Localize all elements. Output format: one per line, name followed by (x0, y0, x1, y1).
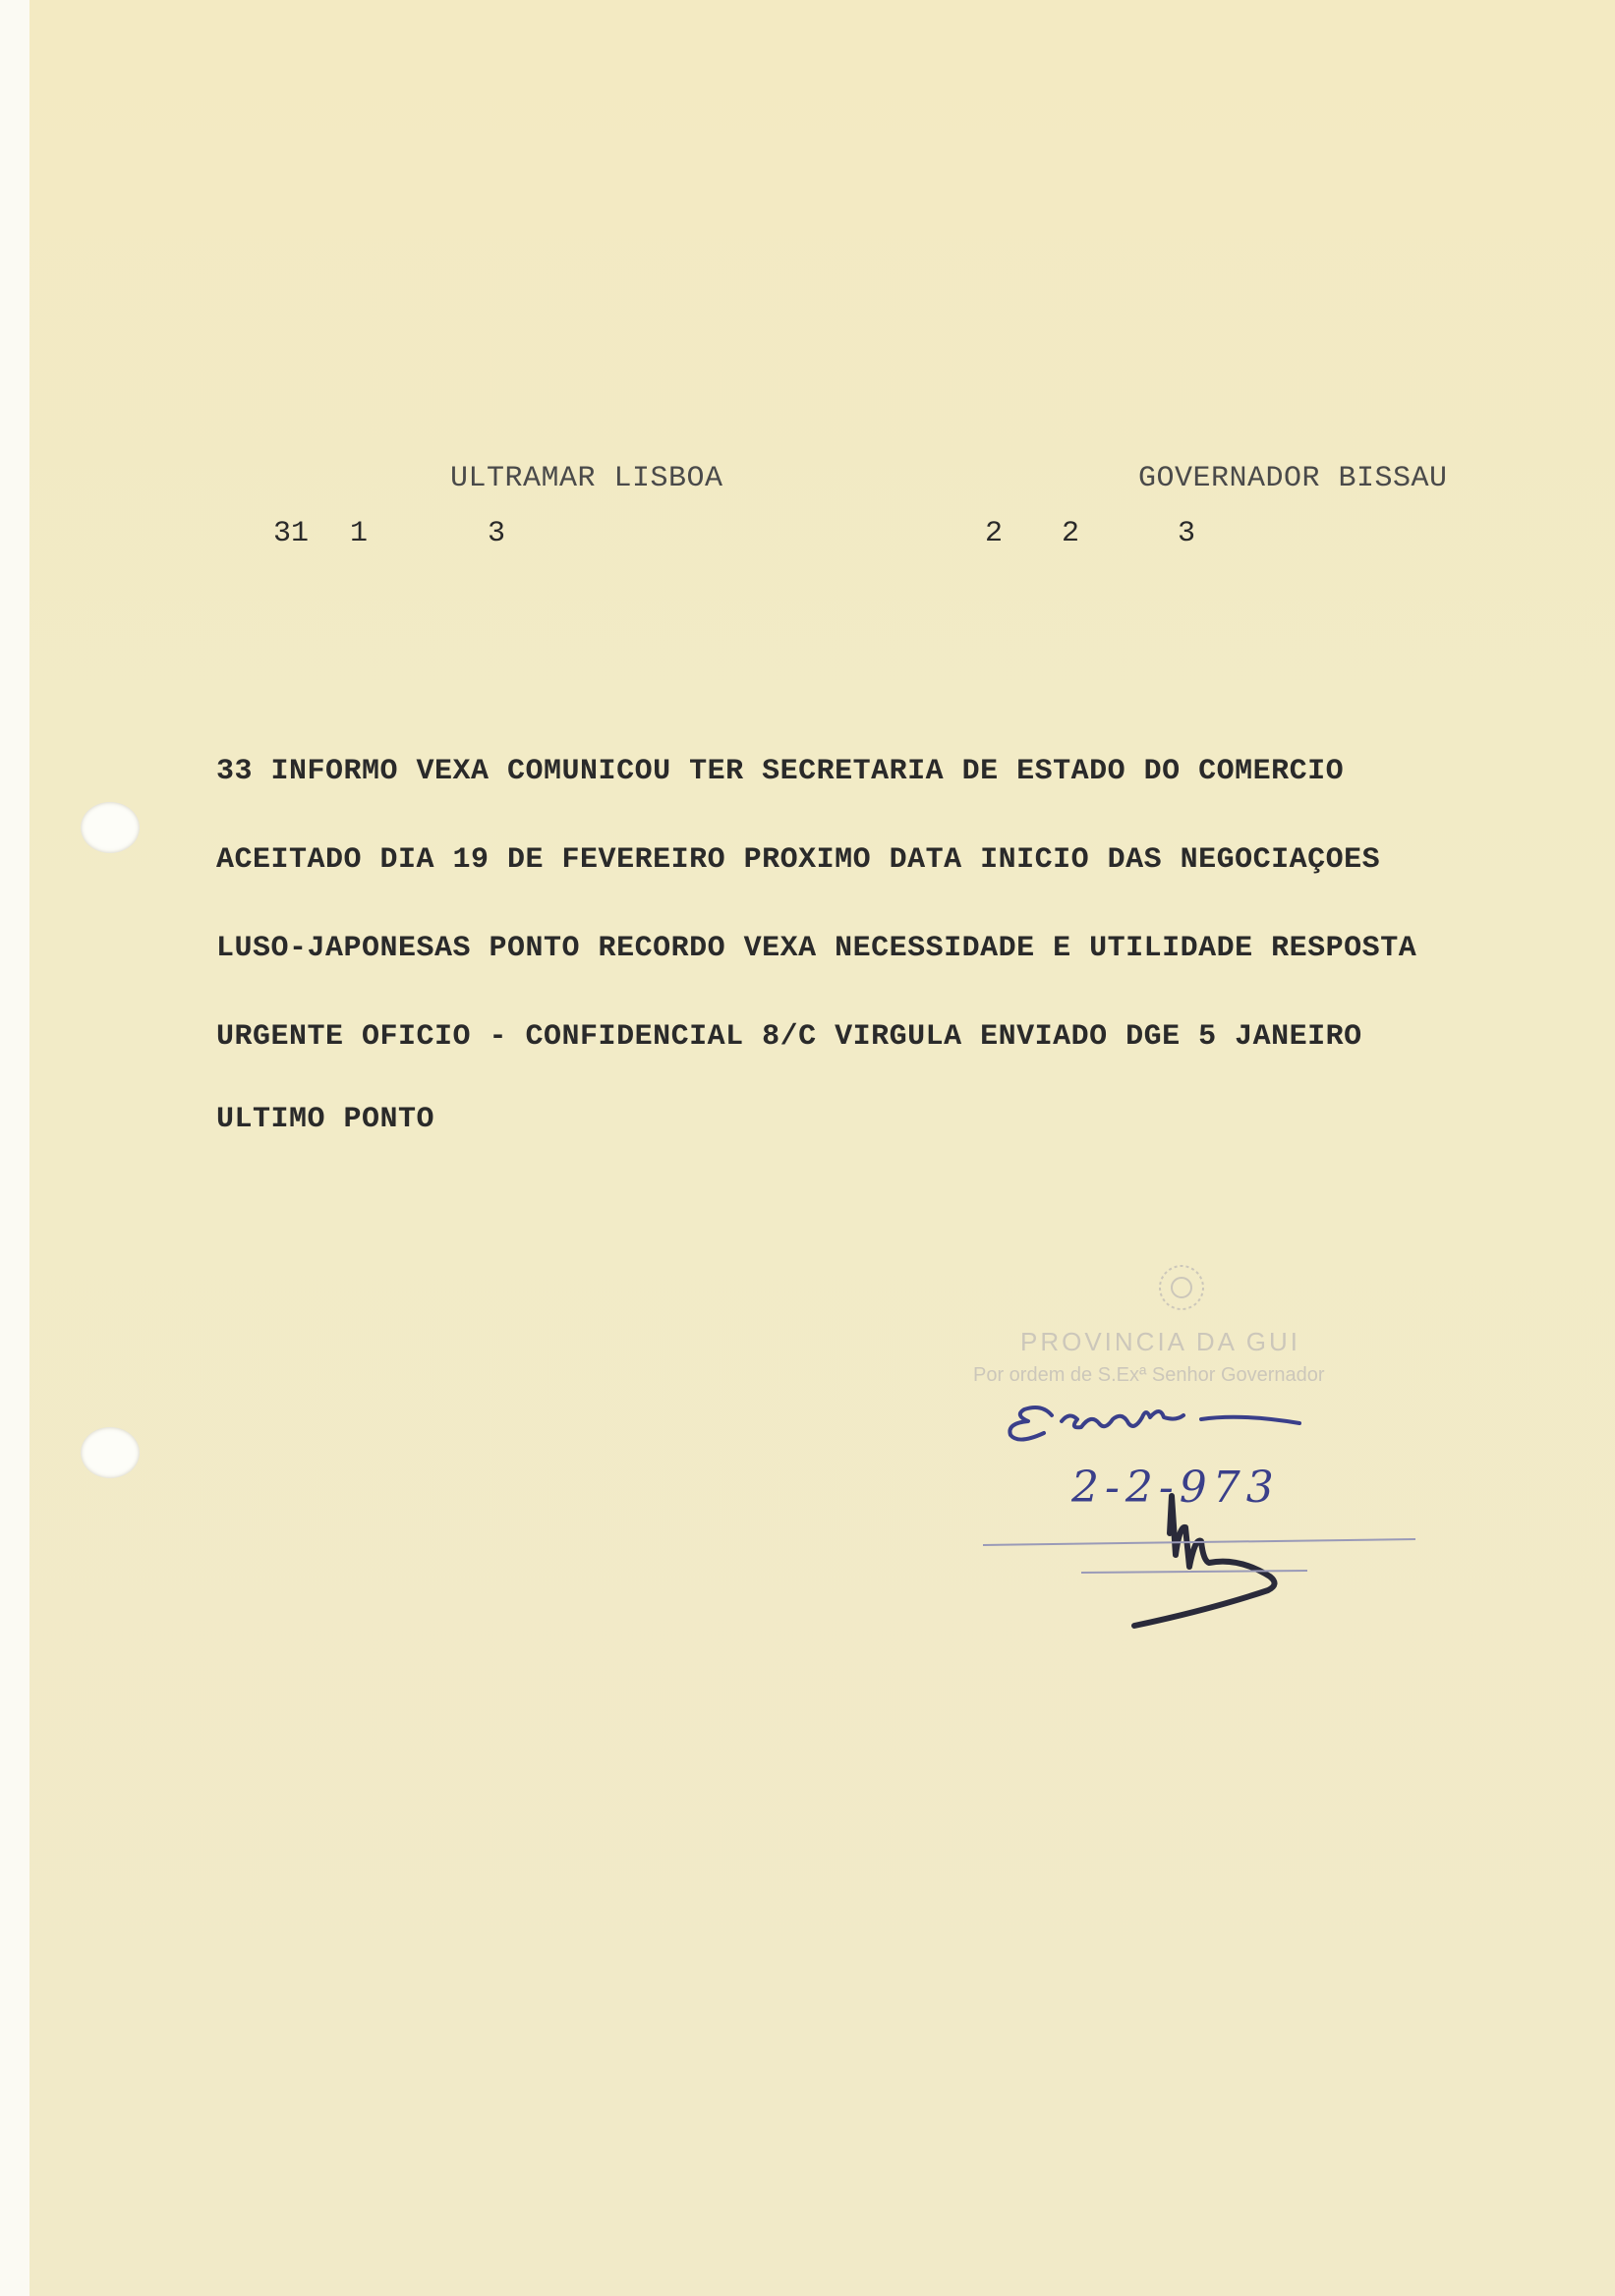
sender-number-3: 3 (488, 517, 506, 550)
stamp-province: PROVINCIA DA GUI (1020, 1327, 1300, 1356)
message-line: 33 INFORMO VEXA COMUNICOU TER SECRETARIA DE ESTADO DO COMERCIO (216, 755, 1345, 788)
punch-hole-top (81, 802, 140, 853)
recipient-number-2: 2 (1062, 517, 1080, 550)
handwritten-date: 2-2-973 (1071, 1463, 1280, 1513)
recipient-number-1: 2 (985, 517, 1004, 550)
message-line: URGENTE OFICIO - CONFIDENCIAL 8/C VIRGULA ENVIADO DGE 5 JANEIRO (216, 1020, 1362, 1054)
recipient: GOVERNADOR BISSAU (1138, 462, 1448, 495)
stamp-order: Por ordem de S.Exª Senhor Governador (973, 1364, 1325, 1386)
sender: ULTRAMAR LISBOA (450, 462, 723, 495)
recipient-number-3: 3 (1178, 517, 1196, 550)
message-line: ULTIMO PONTO (216, 1103, 435, 1136)
message-line: LUSO-JAPONESAS PONTO RECORDO VEXA NECESSIDADE E UTILIDADE RESPOSTA (216, 932, 1417, 965)
punch-hole-bottom (81, 1427, 140, 1478)
coat-of-arms-icon (1142, 1258, 1221, 1317)
telegram-sheet (29, 0, 1615, 2296)
handwritten-signature (983, 1386, 1435, 1681)
sender-number-1: 31 (273, 517, 310, 550)
official-stamp (973, 1248, 1435, 1406)
message-line: ACEITADO DIA 19 DE FEVEREIRO PROXIMO DATA INICIO DAS NEGOCIAÇOES (216, 843, 1381, 877)
scan-margin (0, 0, 29, 2296)
sender-number-2: 1 (350, 517, 369, 550)
